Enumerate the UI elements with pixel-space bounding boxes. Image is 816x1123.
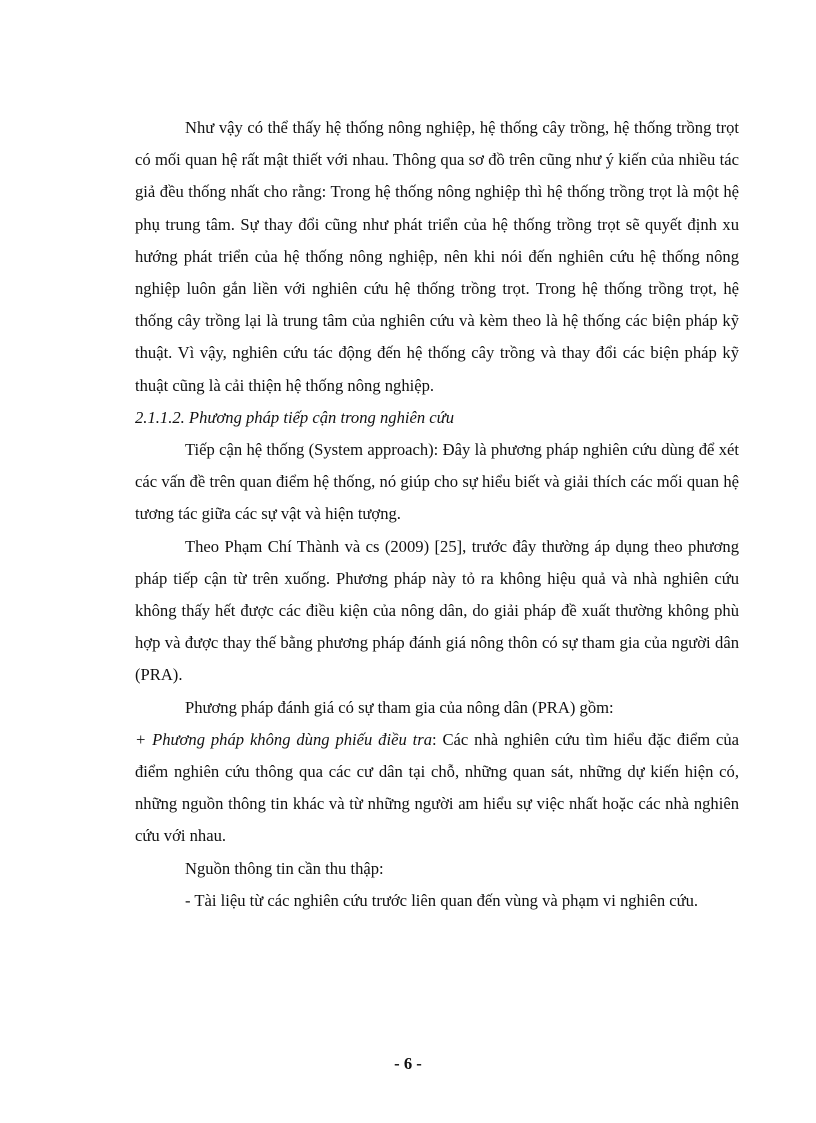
section-heading-approach-methods: 2.1.1.2. Phương pháp tiếp cận trong nghiên cứu [135, 407, 455, 427]
page-number: - 6 - [394, 1054, 422, 1073]
non-survey-method-text: : Các nhà nghiên cứu tìm hiểu đặc điểm của điểm nghiên cứu thông qua các cư dân tại chỗ, những quan sát, những dự kiến hiện có, những nguồn thông tin khác và từ những người am hiểu sự việc nhất hoặc các nhà nghiên cứu với nhau. [135, 729, 739, 846]
paragraph-non-survey-method [135, 724, 739, 853]
paragraph-system-relationship: Như vậy có thể thấy hệ thống nông nghiệp, hệ thống cây trồng, hệ thống trồng trọt có mối quan hệ rất mật thiết với nhau. Thông qua sơ đồ trên cũng như ý kiến của nhiều tác giả đều thống nhất cho rằng: Trong hệ thống nông nghiệp thì hệ thống trồng trọt là một hệ phụ trung tâm. Sự thay đổi cũng như phát triển của hệ thống trồng trọt sẽ quyết định xu hướng phát triển của hệ thống nông nghiệp, nên khi nói đến nghiên cứu hệ thống nông nghiệp luôn gắn liền với nghiên cứu hệ thống trồng trọt. Trong hệ thống trồng trọt, hệ thống cây trồng lại là trung tâm của nghiên cứu và kèm theo là hệ thống các biện pháp kỹ thuật. Vì vậy, nghiên cứu tác động đến hệ thống cây trồng và thay đổi các biện pháp kỹ thuật cũng là cải thiện hệ thống nông nghiệp. [135, 118, 739, 395]
paragraph-info-sources-heading: Nguồn thông tin cần thu thập: [185, 858, 384, 878]
document-body [135, 112, 739, 917]
paragraph-system-approach: Tiếp cận hệ thống (System approach): Đây là phương pháp nghiên cứu dùng để xét các vấn đề trên quan điểm hệ thống, nó giúp cho sự hiểu biết và giải thích các mối quan hệ tương tác giữa các sự vật và hiện tượng. [135, 440, 739, 524]
non-survey-method-label: + Phương pháp không dùng phiếu điều tra [135, 729, 432, 749]
paragraph-prior-studies-item: - Tài liệu từ các nghiên cứu trước liên quan đến vùng và phạm vi nghiên cứu. [185, 890, 699, 910]
paragraph-top-down-approach: Theo Phạm Chí Thành và cs (2009) [25], trước đây thường áp dụng theo phương pháp tiếp cận từ trên xuống. Phương pháp này tỏ ra không hiệu quả và nhà nghiên cứu không thấy hết được các điều kiện của nông dân, do giải pháp đề xuất thường không phù hợp và được thay thế bằng phương pháp đánh giá nông thôn có sự tham gia của người dân (PRA). [135, 536, 739, 685]
paragraph-pra-intro: Phương pháp đánh giá có sự tham gia của nông dân (PRA) gồm: [185, 697, 614, 717]
